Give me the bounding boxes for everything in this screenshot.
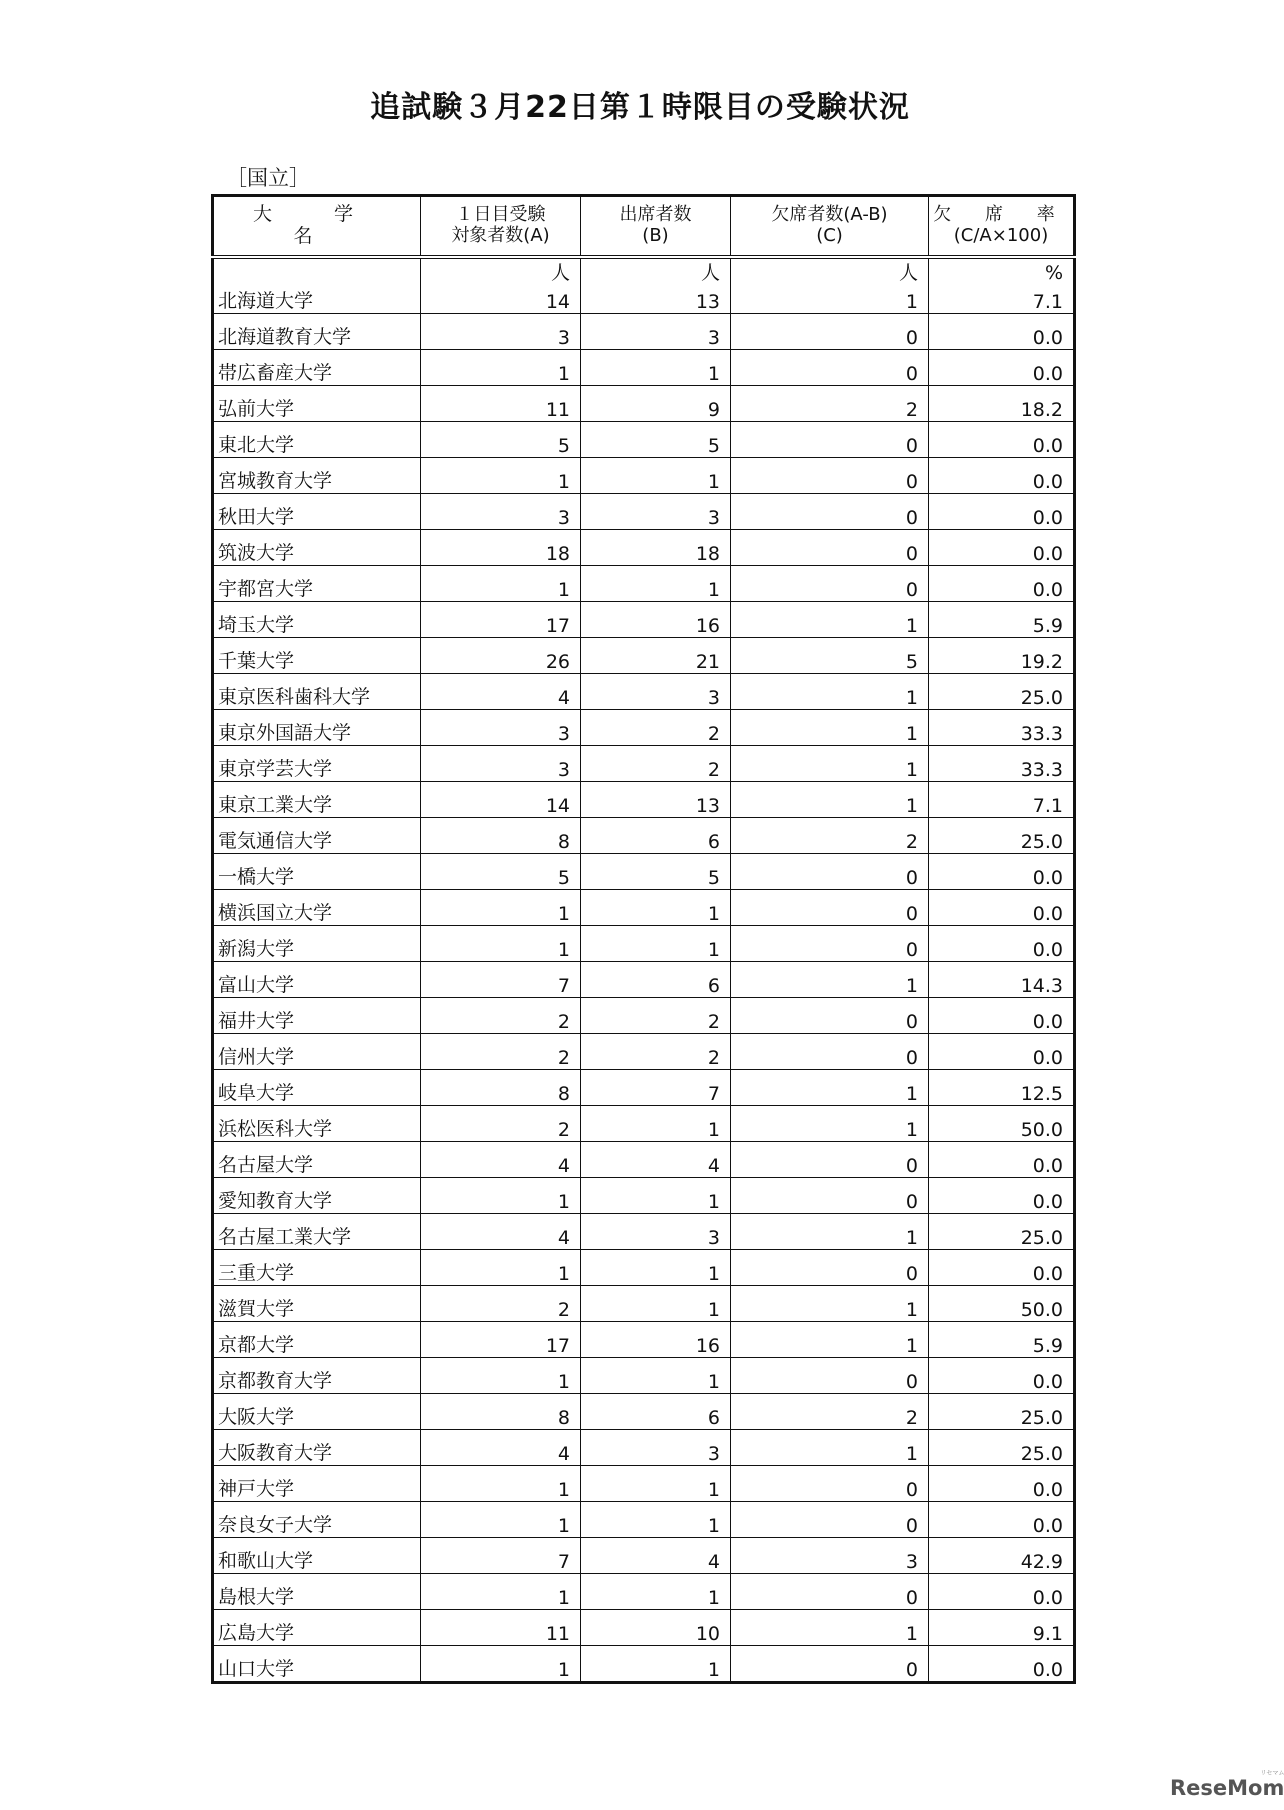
absence-rate-cell: 0.0 [929,854,1075,890]
absent-cell: 1 [731,746,929,782]
attendance-cell: 1 [581,1106,731,1142]
table-row [213,1250,1075,1286]
absent-cell: 0 [731,1502,929,1538]
absence-rate-cell: 0.0 [929,1502,1075,1538]
attendance-cell: 21 [581,638,731,674]
unit-row [213,257,1075,283]
university-name-cell: 山口大学 [213,1646,421,1683]
unit-cell-attendance: 人 [581,257,731,283]
attendance-cell: 13 [581,283,731,314]
column-header-attendance [581,196,731,258]
table-row [213,494,1075,530]
target-count-cell: 1 [421,1358,581,1394]
absence-rate-cell: 0.0 [929,1250,1075,1286]
absent-cell: 0 [731,1034,929,1070]
university-name-cell: 北海道教育大学 [213,314,421,350]
absent-cell: 0 [731,350,929,386]
target-count-cell: 1 [421,566,581,602]
target-count-cell: 2 [421,1034,581,1070]
target-count-cell: 1 [421,458,581,494]
absence-rate-cell: 0.0 [929,350,1075,386]
absent-cell: 1 [731,1322,929,1358]
absent-cell: 0 [731,1358,929,1394]
university-name-cell: 浜松医科大学 [213,1106,421,1142]
university-name-cell: 名古屋工業大学 [213,1214,421,1250]
column-header-absent-line2: (C) [816,225,843,246]
target-count-cell: 14 [421,782,581,818]
column-header-target-count-line1: １日目受験 [455,204,546,226]
target-count-cell: 5 [421,854,581,890]
target-count-cell: 18 [421,530,581,566]
table-row [213,1178,1075,1214]
table-row [213,1286,1075,1322]
absent-cell: 1 [731,1106,929,1142]
attendance-cell: 6 [581,818,731,854]
absent-cell: 0 [731,458,929,494]
absence-rate-cell: 25.0 [929,1214,1075,1250]
absent-cell: 0 [731,314,929,350]
column-header-absent-line1: 欠席者数(A-B) [771,204,888,226]
table-row [213,890,1075,926]
target-count-cell: 3 [421,314,581,350]
column-header-absent [731,196,929,258]
absent-cell: 1 [731,1430,929,1466]
absent-cell: 1 [731,1286,929,1322]
table-row [213,602,1075,638]
absence-rate-cell: 25.0 [929,818,1075,854]
absence-rate-cell: 50.0 [929,1106,1075,1142]
target-count-cell: 7 [421,962,581,998]
attendance-cell: 5 [581,422,731,458]
attendance-cell: 3 [581,1214,731,1250]
absence-rate-cell: 25.0 [929,674,1075,710]
attendance-cell: 2 [581,1034,731,1070]
attendance-cell: 1 [581,926,731,962]
university-name-cell: 島根大学 [213,1574,421,1610]
absent-cell: 0 [731,1646,929,1683]
table-row [213,530,1075,566]
absent-cell: 0 [731,422,929,458]
target-count-cell: 3 [421,746,581,782]
attendance-cell: 1 [581,1358,731,1394]
attendance-cell: 18 [581,530,731,566]
table-row [213,283,1075,314]
absence-rate-cell: 0.0 [929,1034,1075,1070]
table-row [213,1322,1075,1358]
table-row [213,314,1075,350]
unit-cell-empty [213,257,421,283]
table-row [213,746,1075,782]
column-header-attendance-line2: (B) [642,225,669,246]
attendance-cell: 6 [581,1394,731,1430]
absent-cell: 3 [731,1538,929,1574]
attendance-cell: 1 [581,350,731,386]
table-row [213,926,1075,962]
target-count-cell: 3 [421,494,581,530]
target-count-cell: 4 [421,1142,581,1178]
table-row [213,566,1075,602]
table-row [213,1034,1075,1070]
university-name-cell: 筑波大学 [213,530,421,566]
absence-rate-cell: 0.0 [929,1466,1075,1502]
university-name-cell: 帯広畜産大学 [213,350,421,386]
absence-rate-cell: 9.1 [929,1610,1075,1646]
university-name-cell: 横浜国立大学 [213,890,421,926]
university-name-cell: 千葉大学 [213,638,421,674]
target-count-cell: 1 [421,926,581,962]
university-name-cell: 埼玉大学 [213,602,421,638]
target-count-cell: 11 [421,386,581,422]
university-name-cell: 和歌山大学 [213,1538,421,1574]
absent-cell: 0 [731,1142,929,1178]
column-header-attendance-line1: 出席者数 [619,204,692,226]
university-name-cell: 東京医科歯科大学 [213,674,421,710]
absent-cell: 5 [731,638,929,674]
attendance-cell: 2 [581,746,731,782]
university-name-cell: 宮城教育大学 [213,458,421,494]
university-name-cell: 東京外国語大学 [213,710,421,746]
university-name-cell: 名古屋大学 [213,1142,421,1178]
absence-rate-cell: 0.0 [929,998,1075,1034]
target-count-cell: 1 [421,1574,581,1610]
table-row [213,350,1075,386]
target-count-cell: 8 [421,1394,581,1430]
university-name-cell: 奈良女子大学 [213,1502,421,1538]
university-name-cell: 北海道大学 [213,283,421,314]
university-name-cell: 神戸大学 [213,1466,421,1502]
attendance-cell: 2 [581,998,731,1034]
attendance-cell: 1 [581,1286,731,1322]
absent-cell: 1 [731,602,929,638]
university-name-cell: 富山大学 [213,962,421,998]
absence-rate-cell: 12.5 [929,1070,1075,1106]
target-count-cell: 11 [421,1610,581,1646]
absent-cell: 1 [731,674,929,710]
attendance-cell: 9 [581,386,731,422]
category-label: ［国立］ [226,166,310,190]
attendance-cell: 3 [581,674,731,710]
absent-cell: 2 [731,386,929,422]
table-row [213,674,1075,710]
table-row [213,1646,1075,1683]
unit-cell-target: 人 [421,257,581,283]
university-name-cell: 一橋大学 [213,854,421,890]
absence-rate-cell: 25.0 [929,1430,1075,1466]
target-count-cell: 8 [421,1070,581,1106]
attendance-cell: 3 [581,494,731,530]
target-count-cell: 1 [421,1250,581,1286]
target-count-cell: 1 [421,1502,581,1538]
absence-rate-cell: 0.0 [929,926,1075,962]
table-row [213,854,1075,890]
absent-cell: 0 [731,1250,929,1286]
university-name-cell: 電気通信大学 [213,818,421,854]
attendance-cell: 1 [581,1646,731,1683]
target-count-cell: 2 [421,998,581,1034]
table-row [213,1574,1075,1610]
absence-rate-cell: 0.0 [929,314,1075,350]
table-row [213,998,1075,1034]
column-header-university: 大 学 名 [213,196,421,258]
absence-rate-cell: 7.1 [929,782,1075,818]
attendance-cell: 1 [581,1574,731,1610]
table-row [213,638,1075,674]
results-table [211,194,1076,1684]
target-count-cell: 4 [421,1430,581,1466]
attendance-cell: 16 [581,602,731,638]
absence-rate-cell: 33.3 [929,746,1075,782]
absence-rate-cell: 42.9 [929,1538,1075,1574]
attendance-cell: 1 [581,1502,731,1538]
absent-cell: 1 [731,782,929,818]
attendance-cell: 13 [581,782,731,818]
table-row [213,782,1075,818]
table-row [213,422,1075,458]
university-name-cell: 京都大学 [213,1322,421,1358]
table-row [213,710,1075,746]
absent-cell: 2 [731,1394,929,1430]
attendance-cell: 1 [581,1178,731,1214]
table-row [213,1214,1075,1250]
absence-rate-cell: 0.0 [929,566,1075,602]
absent-cell: 0 [731,1178,929,1214]
table-row [213,1466,1075,1502]
target-count-cell: 14 [421,283,581,314]
target-count-cell: 2 [421,1286,581,1322]
university-name-cell: 愛知教育大学 [213,1178,421,1214]
target-count-cell: 1 [421,1466,581,1502]
attendance-cell: 1 [581,1250,731,1286]
university-name-cell: 大阪教育大学 [213,1430,421,1466]
absent-cell: 0 [731,1466,929,1502]
absence-rate-cell: 0.0 [929,458,1075,494]
table-row [213,1430,1075,1466]
absent-cell: 0 [731,494,929,530]
column-header-target-count-line2: 対象者数(A) [451,225,550,246]
unit-cell-rate: % [929,257,1075,283]
university-name-cell: 岐阜大学 [213,1070,421,1106]
column-header-absence-rate-line2: (C/A×100) [953,225,1049,246]
attendance-cell: 1 [581,1466,731,1502]
target-count-cell: 1 [421,890,581,926]
attendance-cell: 7 [581,1070,731,1106]
attendance-cell: 3 [581,1430,731,1466]
absent-cell: 0 [731,1574,929,1610]
resemom-logo-kana: リセマム [1260,1770,1284,1777]
table-row [213,818,1075,854]
absence-rate-cell: 14.3 [929,962,1075,998]
attendance-cell: 4 [581,1142,731,1178]
table-row [213,1106,1075,1142]
target-count-cell: 17 [421,602,581,638]
target-count-cell: 7 [421,1538,581,1574]
absent-cell: 1 [731,1214,929,1250]
absence-rate-cell: 25.0 [929,1394,1075,1430]
table-row [213,386,1075,422]
target-count-cell: 26 [421,638,581,674]
attendance-cell: 5 [581,854,731,890]
table-row [213,1610,1075,1646]
absent-cell: 1 [731,962,929,998]
absent-cell: 1 [731,1070,929,1106]
attendance-cell: 4 [581,1538,731,1574]
absence-rate-cell: 18.2 [929,386,1075,422]
university-name-cell: 三重大学 [213,1250,421,1286]
absence-rate-cell: 0.0 [929,494,1075,530]
absence-rate-cell: 0.0 [929,1142,1075,1178]
absent-cell: 1 [731,710,929,746]
absence-rate-cell: 50.0 [929,1286,1075,1322]
column-header-absence-rate [929,196,1075,258]
university-name-cell: 信州大学 [213,1034,421,1070]
absent-cell: 0 [731,890,929,926]
target-count-cell: 4 [421,674,581,710]
table-row [213,458,1075,494]
absent-cell: 2 [731,818,929,854]
absent-cell: 0 [731,566,929,602]
absence-rate-cell: 0.0 [929,422,1075,458]
target-count-cell: 2 [421,1106,581,1142]
table-row [213,1538,1075,1574]
column-header-target-count [421,196,581,258]
absence-rate-cell: 0.0 [929,530,1075,566]
absence-rate-cell: 19.2 [929,638,1075,674]
absence-rate-cell: 0.0 [929,1358,1075,1394]
absent-cell: 0 [731,998,929,1034]
university-name-cell: 広島大学 [213,1610,421,1646]
absence-rate-cell: 7.1 [929,283,1075,314]
target-count-cell: 17 [421,1322,581,1358]
unit-cell-absent: 人 [731,257,929,283]
university-name-cell: 秋田大学 [213,494,421,530]
attendance-cell: 1 [581,890,731,926]
target-count-cell: 3 [421,710,581,746]
target-count-cell: 1 [421,350,581,386]
absent-cell: 0 [731,926,929,962]
attendance-cell: 10 [581,1610,731,1646]
attendance-cell: 2 [581,710,731,746]
university-name-cell: 宇都宮大学 [213,566,421,602]
attendance-cell: 6 [581,962,731,998]
absence-rate-cell: 0.0 [929,890,1075,926]
absence-rate-cell: 5.9 [929,1322,1075,1358]
attendance-cell: 16 [581,1322,731,1358]
target-count-cell: 8 [421,818,581,854]
absent-cell: 0 [731,854,929,890]
university-name-cell: 京都教育大学 [213,1358,421,1394]
absence-rate-cell: 33.3 [929,710,1075,746]
attendance-cell: 3 [581,314,731,350]
target-count-cell: 4 [421,1214,581,1250]
resemom-logo-text: ReseMom [1170,1776,1284,1800]
university-name-cell: 福井大学 [213,998,421,1034]
attendance-cell: 1 [581,566,731,602]
table-row [213,1358,1075,1394]
absence-rate-cell: 5.9 [929,602,1075,638]
target-count-cell: 1 [421,1646,581,1683]
university-name-cell: 弘前大学 [213,386,421,422]
table-row [213,1070,1075,1106]
university-name-cell: 東北大学 [213,422,421,458]
table-header-row [213,196,1075,258]
absent-cell: 1 [731,1610,929,1646]
attendance-cell: 1 [581,458,731,494]
page-title: 追試験３月22日第１時限目の受験状況 [370,90,910,125]
absence-rate-cell: 0.0 [929,1574,1075,1610]
target-count-cell: 1 [421,1178,581,1214]
university-name-cell: 滋賀大学 [213,1286,421,1322]
target-count-cell: 5 [421,422,581,458]
university-name-cell: 東京学芸大学 [213,746,421,782]
resemom-logo [1170,1770,1284,1800]
table-row [213,1142,1075,1178]
absent-cell: 1 [731,283,929,314]
university-name-cell: 東京工業大学 [213,782,421,818]
table-row [213,1502,1075,1538]
table-row [213,962,1075,998]
university-name-cell: 大阪大学 [213,1394,421,1430]
column-header-absence-rate-line1: 欠 席 率 [933,204,1069,226]
table-row [213,1394,1075,1430]
absent-cell: 0 [731,530,929,566]
university-name-cell: 新潟大学 [213,926,421,962]
absence-rate-cell: 0.0 [929,1178,1075,1214]
absence-rate-cell: 0.0 [929,1646,1075,1683]
